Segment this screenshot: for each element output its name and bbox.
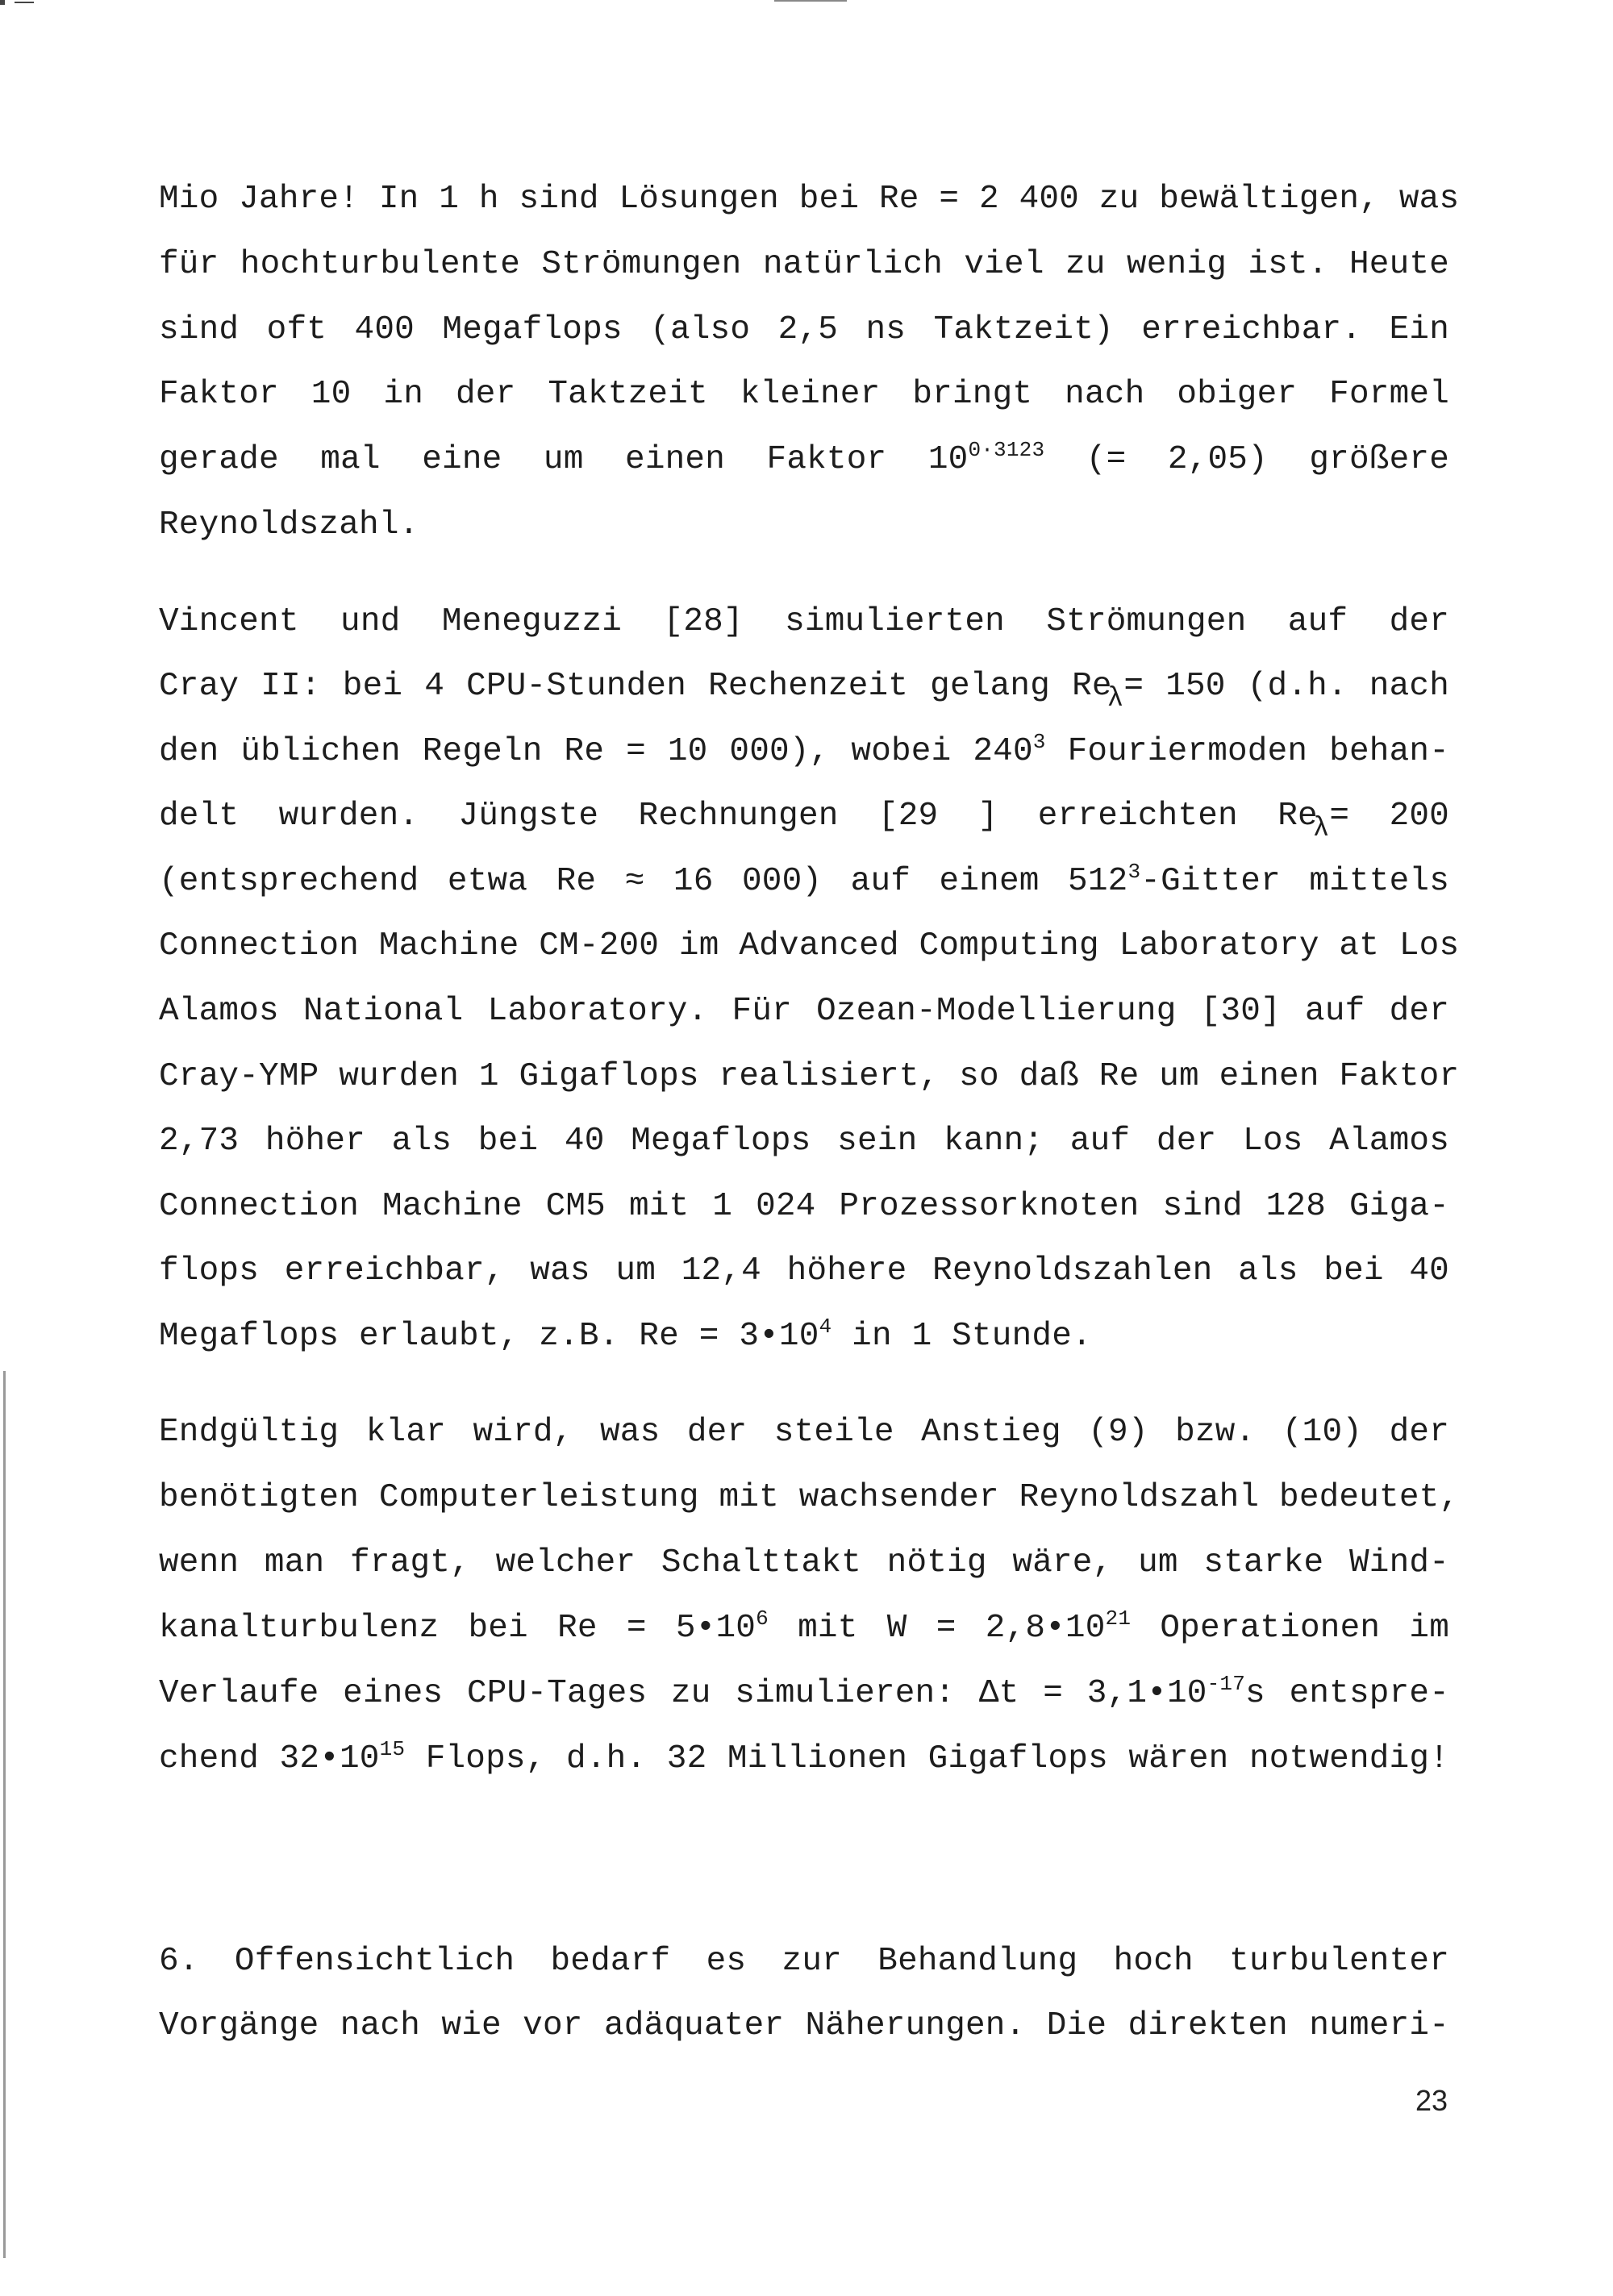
lambda-subscript: λ <box>1107 684 1124 715</box>
text-run: (= 2,05) größere <box>1044 441 1450 478</box>
text-run: Flops, d.h. 32 Millionen Gigaflops wären notwendig! <box>405 1740 1449 1777</box>
text-line: Faktor 10 in der Taktzeit kleiner bringt nach obiger Formel <box>159 376 1449 413</box>
text-line <box>159 439 1449 481</box>
text-line: Connection Machine CM5 mit 1 024 Prozessorknoten sind 128 Giga- <box>159 1188 1449 1225</box>
text-run: Megaflops erlaubt, z.B. Re = 3•10 <box>159 1318 819 1355</box>
text-line: für hochturbulente Strömungen natürlich viel zu wenig ist. Heute <box>159 246 1449 283</box>
text-run: = 150 (d.h. nach <box>1123 668 1449 705</box>
text-line <box>159 1315 1449 1357</box>
text-line: wenn man fragt, welcher Schalttakt nötig wäre, um starke Wind- <box>159 1544 1449 1581</box>
text-line: Endgültig klar wird, was der steile Anstieg (9) bzw. (10) der <box>159 1414 1449 1451</box>
text-line: benötigten Computerleistung mit wachsender Reynoldszahl bedeutet, <box>159 1479 1460 1516</box>
text-line: Cray-YMP wurden 1 Gigaflops realisiert, so daß Re um einen Faktor <box>159 1058 1460 1095</box>
superscript: 4 <box>819 1315 832 1339</box>
text-line <box>159 731 1449 773</box>
text-run: chend 32•10 <box>159 1740 380 1777</box>
text-line <box>159 795 1449 844</box>
text-run: delt wurden. Jüngste Rechnungen [29 ] erreichten Re <box>159 798 1318 835</box>
text-line: Vincent und Meneguzzi [28] simulierten Strömungen auf der <box>159 603 1449 640</box>
superscript: 0·3123 <box>968 438 1045 462</box>
superscript: 21 <box>1105 1606 1132 1631</box>
superscript: -17 <box>1207 1672 1246 1696</box>
text-line: sind oft 400 Megaflops (also 2,5 ns Taktzeit) erreichbar. Ein <box>159 311 1449 348</box>
text-run: mit W = 2,8•10 <box>768 1610 1106 1647</box>
superscript: 3 <box>1032 730 1046 754</box>
text-line: Mio Jahre! In 1 h sind Lösungen bei Re = 2 400 zu bewältigen, was <box>159 181 1460 218</box>
text-run: = 200 <box>1329 798 1449 835</box>
text-line: 2,73 höher als bei 40 Megaflops sein kann; auf der Los Alamos <box>159 1123 1449 1160</box>
text-run: s entspre- <box>1245 1675 1449 1712</box>
text-run: -Gitter mittels <box>1140 863 1450 900</box>
text-run: gerade mal eine um einen Faktor 10 <box>159 441 969 478</box>
text-run: Fouriermoden behan- <box>1045 733 1449 770</box>
text-line <box>159 1673 1449 1715</box>
text-line <box>159 665 1449 715</box>
text-run: Operationen im <box>1131 1610 1450 1647</box>
superscript: 3 <box>1127 860 1141 884</box>
superscript: 6 <box>756 1606 769 1631</box>
text-line <box>159 1738 1449 1780</box>
text-run: den üblichen Regeln Re = 10 000), wobei 240 <box>159 733 1033 770</box>
text-line: Alamos National Laboratory. Für Ozean-Modellierung [30] auf der <box>159 993 1449 1030</box>
scan-mark <box>774 0 847 2</box>
text-line: Connection Machine CM-200 im Advanced Computing Laboratory at Los <box>159 927 1460 965</box>
scan-mark <box>3 1371 6 2258</box>
text-line: Reynoldszahl. <box>159 506 419 544</box>
page-number: 23 <box>1415 2084 1448 2117</box>
superscript: 15 <box>379 1737 406 1761</box>
text-run: Cray II: bei 4 CPU-Stunden Rechenzeit gelang Re <box>159 668 1112 705</box>
scan-mark <box>15 2 34 3</box>
scan-mark <box>0 0 5 5</box>
text-line <box>159 860 1449 902</box>
text-line: 6. Offensichtlich bedarf es zur Behandlung hoch turbulenter <box>159 1943 1449 1980</box>
text-run: in 1 Stunde. <box>832 1318 1092 1355</box>
text-run: (entsprechend etwa Re ≈ 16 000) auf einem 512 <box>159 863 1128 900</box>
text-line: Vorgänge nach wie vor adäquater Näherungen. Die direkten numeri- <box>159 2007 1449 2044</box>
text-line: flops erreichbar, was um 12,4 höhere Reynoldszahlen als bei 40 <box>159 1252 1449 1290</box>
text-run: kanalturbulenz bei Re = 5•10 <box>159 1610 756 1647</box>
text-run: Verlaufe eines CPU-Tages zu simulieren: Δt = 3,1•10 <box>159 1675 1207 1712</box>
text-line <box>159 1607 1449 1649</box>
lambda-subscript: λ <box>1312 814 1330 844</box>
